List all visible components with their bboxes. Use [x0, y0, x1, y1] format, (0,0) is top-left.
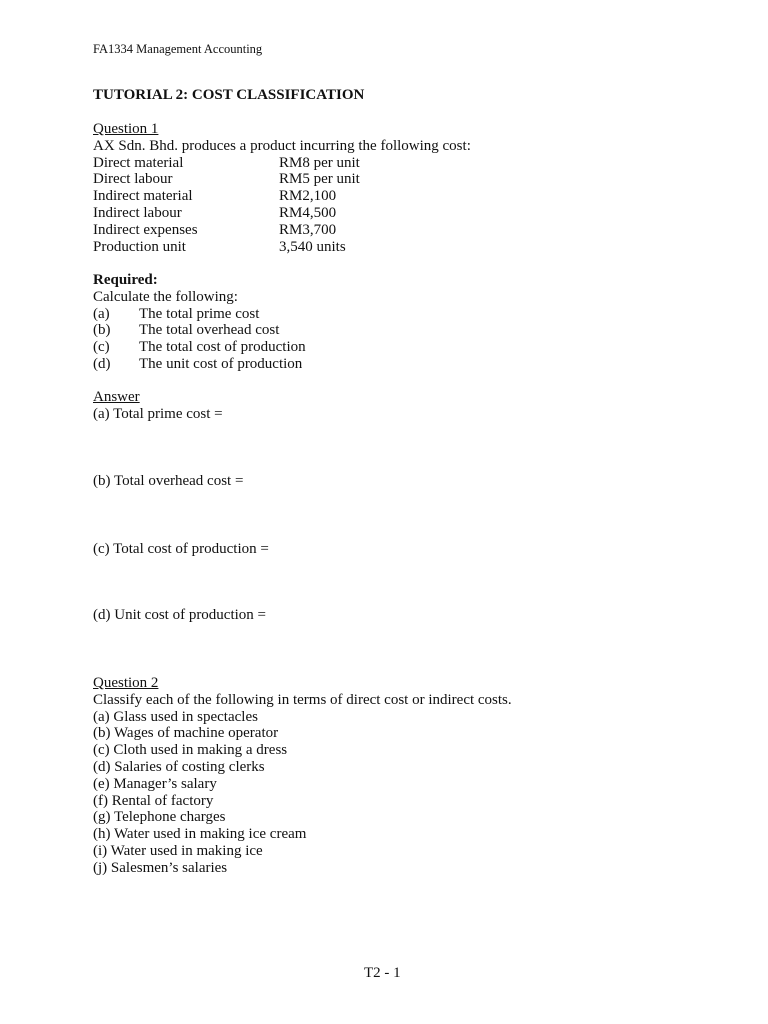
question-1-heading: Question 1: [93, 121, 159, 137]
required-item-label: (d): [93, 355, 111, 372]
cost-item: Indirect expenses: [93, 221, 198, 238]
required-intro: Calculate the following:: [93, 288, 238, 305]
list-item: (b) Wages of machine operator: [93, 725, 279, 742]
page-title: TUTORIAL 2: COST CLASSIFICATION: [93, 87, 365, 103]
cost-item: Indirect labour: [93, 204, 182, 221]
course-header: FA1334 Management Accounting: [93, 42, 263, 56]
required-item-text: The total prime cost: [139, 305, 260, 322]
required-heading: Required:: [93, 272, 158, 288]
list-item: (i) Water used in making ice: [93, 842, 263, 859]
cost-value: RM5 per unit: [279, 171, 360, 188]
list-item: (g) Telephone charges: [93, 809, 226, 826]
required-item-text: The total cost of production: [139, 339, 306, 356]
list-item: (e) Manager’s salary: [93, 775, 217, 792]
cost-row: [93, 205, 471, 222]
required-item-text: The unit cost of production: [139, 355, 303, 372]
required-item: [93, 356, 306, 373]
required-item: [93, 322, 306, 339]
list-item: (h) Water used in making ice cream: [93, 826, 307, 843]
answer-line-a: (a) Total prime cost =: [93, 406, 223, 422]
question-2-heading: Question 2: [93, 675, 159, 691]
question-2-intro: Classify each of the following in terms of direct cost or indirect costs.: [93, 691, 512, 708]
required-item-label: (a): [93, 305, 110, 322]
list-item: (a) Glass used in spectacles: [93, 708, 258, 725]
required-item: [93, 339, 306, 356]
list-item: (f) Rental of factory: [93, 792, 214, 809]
cost-value: RM2,100: [279, 188, 337, 205]
answer-line-b: (b) Total overhead cost =: [93, 473, 244, 489]
answer-heading: Answer: [93, 389, 140, 405]
required-item-text: The total overhead cost: [139, 322, 280, 339]
cost-value: RM3,700: [279, 221, 337, 238]
answer-line-d: (d) Unit cost of production =: [93, 607, 267, 623]
cost-item: Production unit: [93, 238, 186, 255]
list-item: (d) Salaries of costing clerks: [93, 758, 265, 775]
list-item: (c) Cloth used in making a dress: [93, 742, 288, 759]
cost-row: [93, 188, 471, 205]
required-section: [93, 272, 306, 373]
cost-item: Indirect material: [93, 188, 193, 205]
required-item: [93, 306, 306, 323]
answer-line-c: (c) Total cost of production =: [93, 541, 269, 557]
cost-value: RM4,500: [279, 204, 337, 221]
question-2-section: [93, 675, 512, 877]
question-1-intro: AX Sdn. Bhd. produces a product incurring the following cost:: [93, 137, 471, 154]
question-1-section: [93, 121, 471, 255]
cost-value: RM8 per unit: [279, 154, 360, 171]
cost-row: [93, 171, 471, 188]
cost-value: 3,540 units: [279, 238, 346, 255]
required-item-label: (c): [93, 339, 110, 356]
cost-row: [93, 239, 471, 256]
cost-table: [93, 155, 471, 256]
required-item-label: (b): [93, 322, 111, 339]
page-number: T2 - 1: [364, 965, 401, 981]
cost-item: Direct material: [93, 154, 184, 171]
list-item: (j) Salesmen’s salaries: [93, 859, 228, 876]
cost-row: [93, 155, 471, 172]
cost-row: [93, 222, 471, 239]
cost-item: Direct labour: [93, 171, 173, 188]
